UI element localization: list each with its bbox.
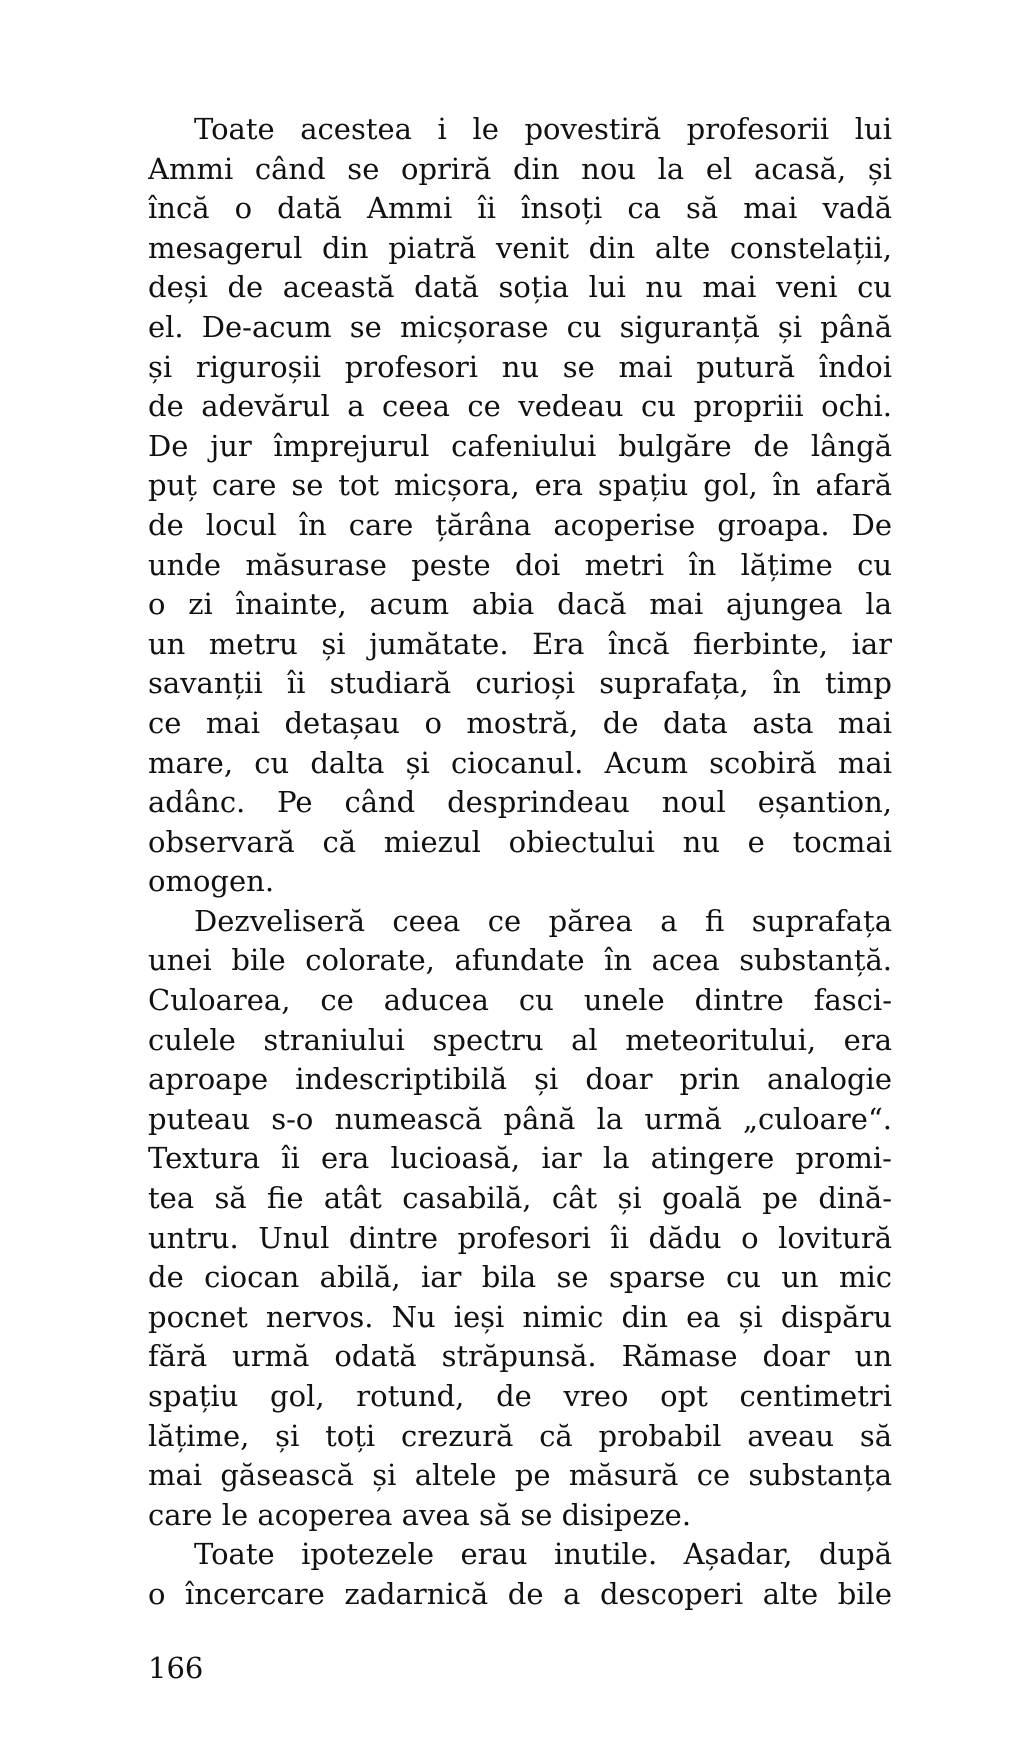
text-line: spațiu gol, rotund, de vreo opt centimetri xyxy=(148,1379,892,1413)
text-line: el. De-acum se micșorase cu siguranță și până xyxy=(148,309,892,344)
paragraph-3-line-1: Toate ipotezele erau inutile. Așadar, după xyxy=(194,1537,892,1572)
text-line: unde măsurase peste doi metri în lățime cu xyxy=(148,547,892,582)
text-line: ce mai detașau o mostră, de data asta mai xyxy=(148,705,892,740)
text-line: mesagerul din piatră venit din alte constelații, xyxy=(148,230,892,265)
text-line: lățime, și toți crezură că probabil aveau să xyxy=(148,1418,892,1453)
text-line: o încercare zadarnică de a descoperi alte bile xyxy=(148,1576,892,1611)
text-line: observară că miezul obiectului nu e tocmai xyxy=(148,824,892,859)
text-line: tea să fie atât casabilă, cât și goală pe dină- xyxy=(148,1181,892,1216)
text-line: Ammi când se opriră din nou la el acasă, și xyxy=(148,151,892,186)
text-line: de locul în care țărâna acoperise groapa. De xyxy=(148,507,892,542)
text-line: Textura îi era lucioasă, iar la atingere promi- xyxy=(148,1141,892,1176)
text-line: și riguroșii profesori nu se mai putură îndoi xyxy=(148,349,892,384)
text-line: Culoarea, ce aducea cu unele dintre fasci- xyxy=(148,983,892,1018)
body-text xyxy=(148,110,892,1615)
text-line: de adevărul a ceea ce vedeau cu propriii ochi. xyxy=(148,389,892,424)
paragraph-1-line-1: Toate acestea i le povestiră profesorii lui xyxy=(194,112,892,146)
text-line: unei bile colorate, afundate în acea substanță. xyxy=(148,943,892,978)
text-line: aproape indescriptibilă și doar prin analogie xyxy=(148,1062,892,1097)
text-line: mare, cu dalta și ciocanul. Acum scobiră mai xyxy=(148,745,892,780)
paragraph-1-last-line: omogen. xyxy=(148,864,275,899)
text-line: un metru și jumătate. Era încă fierbinte, iar xyxy=(148,626,892,661)
text-line: mai găsească și altele pe măsură ce substanța xyxy=(148,1458,892,1493)
text-line: o zi înainte, acum abia dacă mai ajungea la xyxy=(148,587,892,622)
text-line: pocnet nervos. Nu ieși nimic din ea și dispăru xyxy=(148,1299,892,1334)
text-line: deși de această dată soția lui nu mai veni cu xyxy=(148,270,892,305)
text-line: de ciocan abilă, iar bila se sparse cu un mic xyxy=(148,1260,892,1295)
text-line: adânc. Pe când desprindeau noul eșantion, xyxy=(148,785,892,820)
text-line: fără urmă odată străpunsă. Rămase doar un xyxy=(148,1339,892,1374)
paragraph-2-last-line: care le acoperea avea să se disipeze. xyxy=(148,1497,692,1532)
text-line: De jur împrejurul cafeniului bulgăre de lângă xyxy=(148,428,892,463)
text-line: untru. Unul dintre profesori îi dădu o lovitură xyxy=(148,1220,892,1255)
text-line: încă o dată Ammi îi însoți ca să mai vadă xyxy=(148,191,892,226)
text-line: culele straniului spectru al meteoritului, era xyxy=(148,1022,892,1057)
text-line: puteau s-o numească până la urmă „culoare“. xyxy=(148,1101,892,1136)
text-line: savanții îi studiară curioși suprafața, în timp xyxy=(148,666,892,701)
page-number: 166 xyxy=(148,1651,204,1685)
paragraph-2-line-1: Dezveliseră ceea ce părea a fi suprafața xyxy=(194,903,892,938)
text-line: puț care se tot micșora, era spațiu gol, în afară xyxy=(148,468,892,503)
